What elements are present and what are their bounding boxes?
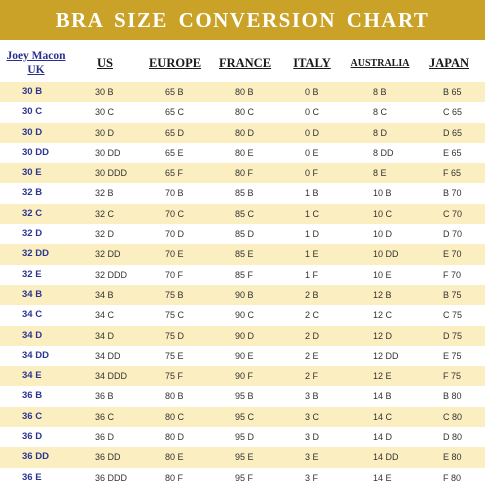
europe-size-cell: 65 E [165, 147, 184, 158]
table-row [0, 82, 485, 102]
europe-size-cell: 70 B [165, 188, 184, 199]
italy-size-cell: 0 B [305, 87, 319, 97]
france-size-cell: 85 F [235, 269, 254, 280]
table-row [0, 407, 485, 427]
uk-size-cell: 30 D [22, 126, 43, 138]
japan-size-cell: F 70 [443, 269, 462, 280]
australia-size-cell: 14 B [373, 391, 392, 402]
uk-size-cell: 34 B [22, 288, 43, 300]
australia-size-cell: 10 C [373, 208, 393, 219]
italy-size-cell: 1 D [305, 229, 320, 240]
france-size-cell: 85 D [235, 229, 255, 240]
table-row [0, 265, 485, 285]
column-header-row [0, 44, 485, 82]
france-size-cell: 80 F [235, 168, 254, 179]
table-row [0, 244, 485, 264]
australia-size-cell: 10 DD [373, 249, 399, 260]
france-size-cell: 90 E [235, 350, 254, 361]
france-size-cell: 95 D [235, 432, 255, 443]
us-size-cell: 34 C [95, 310, 115, 321]
uk-size-cell: 36 E [22, 471, 42, 483]
australia-size-cell: 12 C [373, 310, 393, 321]
us-size-cell: 30 D [95, 127, 115, 138]
us-size-cell: 30 C [95, 107, 115, 118]
table-row [0, 346, 485, 366]
italy-size-cell: 1 F [305, 269, 319, 280]
italy-size-cell: 3 D [305, 432, 320, 443]
australia-size-cell: 8 D [373, 127, 388, 138]
europe-size-cell: 80 C [165, 411, 185, 422]
france-size-cell: 80 B [235, 87, 254, 97]
australia-size-cell: 10 D [373, 229, 393, 240]
italy-size-cell: 2 B [305, 289, 319, 300]
us-size-cell: 30 DD [95, 147, 121, 158]
france-size-cell: 85 E [235, 249, 254, 260]
table-row [0, 447, 485, 467]
italy-size-cell: 2 C [305, 310, 320, 321]
uk-size-cell: 32 D [22, 228, 43, 240]
us-size-cell: 36 DD [95, 452, 121, 463]
uk-size-cell: 36 B [22, 390, 43, 402]
europe-size-cell: 75 C [165, 310, 185, 321]
header-europe: EUROPE [148, 55, 202, 70]
australia-size-cell: 10 E [373, 269, 392, 280]
italy-size-cell: 1 C [305, 208, 320, 219]
us-size-cell: 32 D [95, 229, 115, 240]
header-italy: ITALY [293, 55, 331, 70]
france-size-cell: 95 F [235, 472, 254, 483]
italy-size-cell: 1 B [305, 188, 319, 199]
uk-size-cell: 30 DD [22, 146, 49, 158]
italy-size-cell: 0 F [305, 168, 319, 179]
italy-size-cell: 3 F [305, 472, 319, 483]
japan-size-cell: F 65 [443, 168, 462, 179]
table-row [0, 326, 485, 346]
table-row [0, 102, 485, 122]
france-size-cell: 80 D [235, 127, 255, 138]
us-size-cell: 36 C [95, 411, 115, 422]
uk-size-cell: 36 D [22, 431, 43, 443]
table-row [0, 123, 485, 143]
table-row [0, 143, 485, 163]
conversion-table-body [0, 82, 485, 488]
europe-size-cell: 65 B [165, 87, 184, 97]
table-row [0, 366, 485, 386]
europe-size-cell: 75 D [165, 330, 185, 341]
uk-size-cell: 30 E [22, 167, 42, 179]
table-row [0, 204, 485, 224]
europe-size-cell: 75 B [165, 289, 184, 300]
europe-size-cell: 80 E [165, 452, 184, 463]
france-size-cell: 80 E [235, 147, 254, 158]
us-size-cell: 36 B [95, 391, 114, 402]
france-size-cell: 95 E [235, 452, 254, 463]
japan-size-cell: C 80 [443, 411, 463, 422]
uk-size-cell: 34 C [22, 309, 43, 321]
japan-size-cell: F 75 [443, 371, 462, 382]
header-uk [0, 44, 72, 82]
australia-size-cell: 8 C [373, 107, 388, 118]
france-size-cell: 90 C [235, 310, 255, 321]
australia-size-cell: 8 E [373, 168, 387, 179]
europe-size-cell: 70 C [165, 208, 185, 219]
header-us: US [97, 55, 113, 70]
france-size-cell: 90 F [235, 371, 254, 382]
france-size-cell: 85 C [235, 208, 255, 219]
table-row [0, 163, 485, 183]
table-row [0, 305, 485, 325]
uk-size-cell: 32 DD [22, 248, 49, 260]
uk-size-cell: 36 DD [22, 451, 49, 463]
header-australia: AUSTRALIA [350, 57, 410, 69]
uk-size-cell: 32 B [22, 187, 43, 199]
uk-size-cell: 36 C [22, 410, 43, 422]
header-uk-brand: Joey Macon [6, 50, 66, 62]
us-size-cell: 36 D [95, 432, 115, 443]
japan-size-cell: B 80 [443, 391, 462, 402]
us-size-cell: 34 B [95, 289, 114, 300]
japan-size-cell: B 65 [443, 87, 462, 97]
italy-size-cell: 3 B [305, 391, 319, 402]
japan-size-cell: C 65 [443, 107, 463, 118]
australia-size-cell: 12 D [373, 330, 393, 341]
uk-size-cell: 34 D [22, 329, 43, 341]
australia-size-cell: 12 E [373, 371, 392, 382]
japan-size-cell: E 75 [443, 350, 462, 361]
france-size-cell: 80 C [235, 107, 255, 118]
australia-size-cell: 14 C [373, 411, 393, 422]
table-row [0, 468, 485, 488]
japan-size-cell: E 80 [443, 452, 462, 463]
australia-size-cell: 12 B [373, 289, 392, 300]
australia-size-cell: 12 DD [373, 350, 399, 361]
europe-size-cell: 65 F [165, 168, 184, 179]
italy-size-cell: 0 D [305, 127, 320, 138]
japan-size-cell: C 75 [443, 310, 463, 321]
europe-size-cell: 65 D [165, 127, 185, 138]
us-size-cell: 36 DDD [95, 472, 128, 483]
header-uk-label: UK [27, 64, 45, 76]
uk-size-cell: 34 DD [22, 349, 49, 361]
table-row [0, 285, 485, 305]
japan-size-cell: C 70 [443, 208, 463, 219]
italy-size-cell: 2 F [305, 371, 319, 382]
europe-size-cell: 75 E [165, 350, 184, 361]
japan-size-cell: F 80 [443, 472, 462, 483]
japan-size-cell: B 70 [443, 188, 462, 199]
title-banner [0, 0, 485, 40]
europe-size-cell: 65 C [165, 107, 185, 118]
italy-size-cell: 2 E [305, 350, 319, 361]
france-size-cell: 90 D [235, 330, 255, 341]
table-row [0, 427, 485, 447]
uk-size-cell: 32 E [22, 268, 42, 280]
europe-size-cell: 80 B [165, 391, 184, 402]
japan-size-cell: D 80 [443, 432, 463, 443]
italy-size-cell: 1 E [305, 249, 319, 260]
japan-size-cell: E 70 [443, 249, 462, 260]
italy-size-cell: 0 E [305, 147, 319, 158]
france-size-cell: 95 C [235, 411, 255, 422]
europe-size-cell: 80 D [165, 432, 185, 443]
chart-title: BRA SIZE CONVERSION CHART [55, 7, 430, 32]
japan-size-cell: B 75 [443, 289, 462, 300]
france-size-cell: 90 B [235, 289, 254, 300]
us-size-cell: 34 DDD [95, 371, 128, 382]
us-size-cell: 30 B [95, 87, 114, 97]
europe-size-cell: 80 F [165, 472, 184, 483]
europe-size-cell: 75 F [165, 371, 184, 382]
australia-size-cell: 8 DD [373, 147, 394, 158]
australia-size-cell: 14 E [373, 472, 392, 483]
uk-size-cell: 30 C [22, 106, 43, 118]
header-japan: JAPAN [428, 55, 470, 70]
uk-size-cell: 30 B [22, 86, 43, 97]
france-size-cell: 85 B [235, 188, 254, 199]
italy-size-cell: 0 C [305, 107, 320, 118]
japan-size-cell: D 65 [443, 127, 463, 138]
table-row [0, 386, 485, 406]
table-row [0, 183, 485, 203]
japan-size-cell: D 70 [443, 229, 463, 240]
us-size-cell: 30 DDD [95, 168, 128, 179]
japan-size-cell: E 65 [443, 147, 462, 158]
europe-size-cell: 70 D [165, 229, 185, 240]
europe-size-cell: 70 F [165, 269, 184, 280]
italy-size-cell: 3 E [305, 452, 319, 463]
italy-size-cell: 2 D [305, 330, 320, 341]
us-size-cell: 32 DDD [95, 269, 128, 280]
us-size-cell: 32 B [95, 188, 114, 199]
australia-size-cell: 8 B [373, 87, 387, 97]
europe-size-cell: 70 E [165, 249, 184, 260]
italy-size-cell: 3 C [305, 411, 320, 422]
australia-size-cell: 14 D [373, 432, 393, 443]
us-size-cell: 34 DD [95, 350, 121, 361]
uk-size-cell: 32 C [22, 207, 43, 219]
japan-size-cell: D 75 [443, 330, 463, 341]
table-row [0, 224, 485, 244]
australia-size-cell: 14 DD [373, 452, 399, 463]
us-size-cell: 32 C [95, 208, 115, 219]
header-france: FRANCE [218, 55, 272, 70]
france-size-cell: 95 B [235, 391, 254, 402]
us-size-cell: 32 DD [95, 249, 121, 260]
us-size-cell: 34 D [95, 330, 115, 341]
australia-size-cell: 10 B [373, 188, 392, 199]
uk-size-cell: 34 E [22, 370, 42, 382]
